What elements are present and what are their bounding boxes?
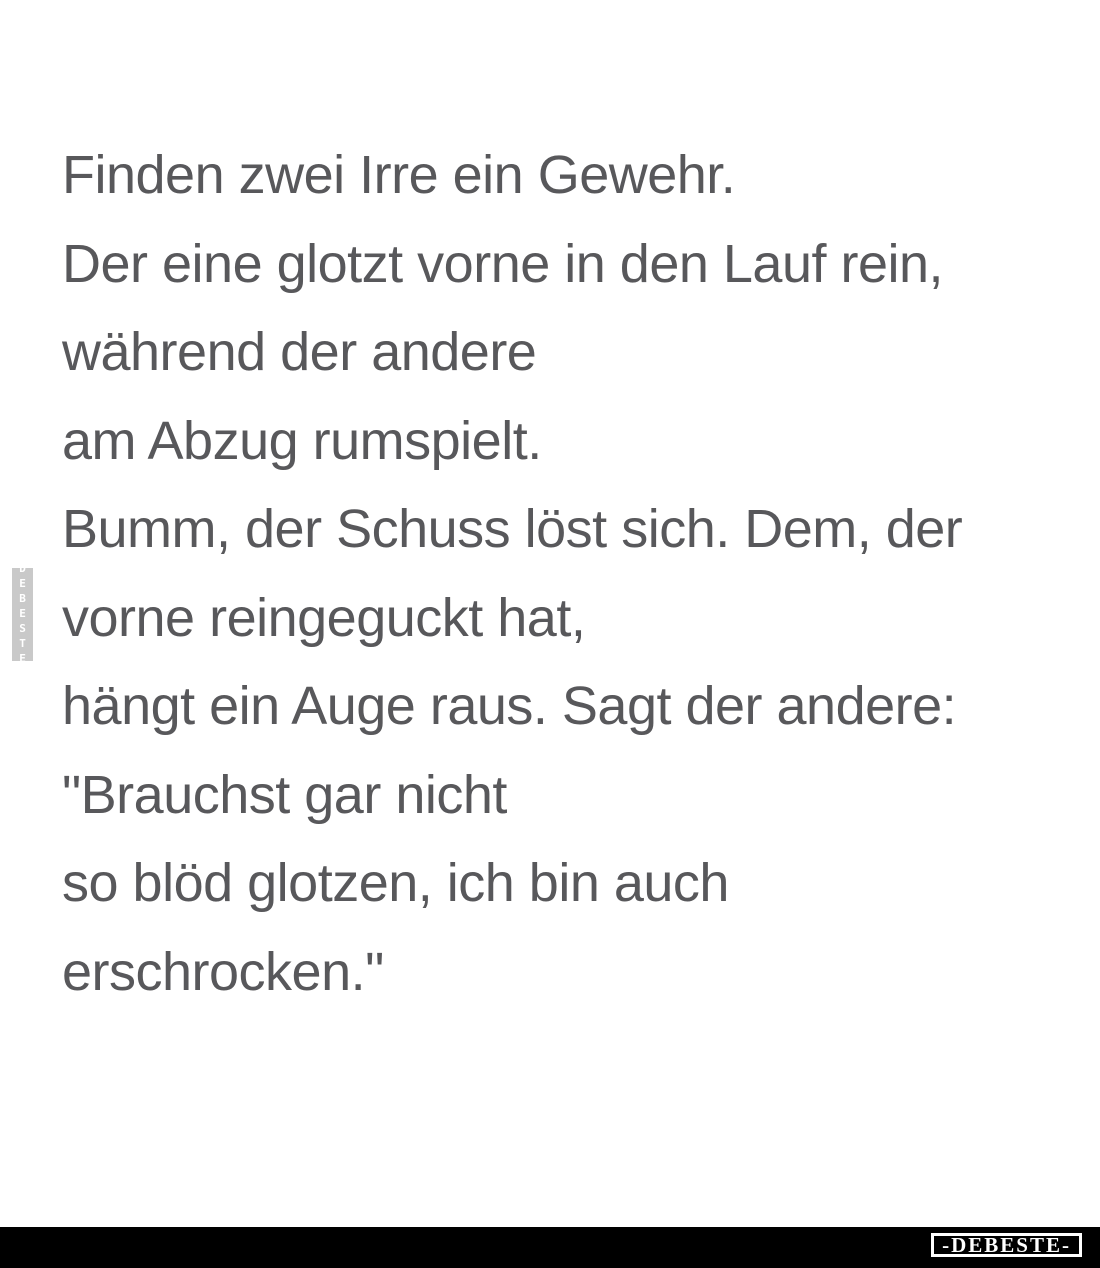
- debeste-side-watermark: DEBESTE: [12, 568, 33, 661]
- joke-text-block: [62, 131, 1072, 1016]
- joke-line: am Abzug rumspielt.: [62, 410, 542, 471]
- joke-line: während der andere: [62, 322, 537, 382]
- joke-line: vorne reingeguckt hat,: [62, 587, 586, 648]
- joke-line: "Brauchst gar nicht: [62, 764, 507, 825]
- joke-line: erschrocken.": [62, 941, 384, 1002]
- debeste-logo: -DEBESTE-: [931, 1233, 1082, 1257]
- footer-bar: [0, 1227, 1100, 1268]
- joke-line: so blöd glotzen, ich bin auch: [62, 853, 729, 913]
- joke-line: Finden zwei Irre ein Gewehr.: [62, 145, 736, 205]
- joke-line: hängt ein Auge raus. Sagt der andere:: [62, 676, 957, 736]
- joke-line: Bumm, der Schuss löst sich. Dem, der: [62, 499, 963, 559]
- joke-line: Der eine glotzt vorne in den Lauf rein,: [62, 233, 944, 294]
